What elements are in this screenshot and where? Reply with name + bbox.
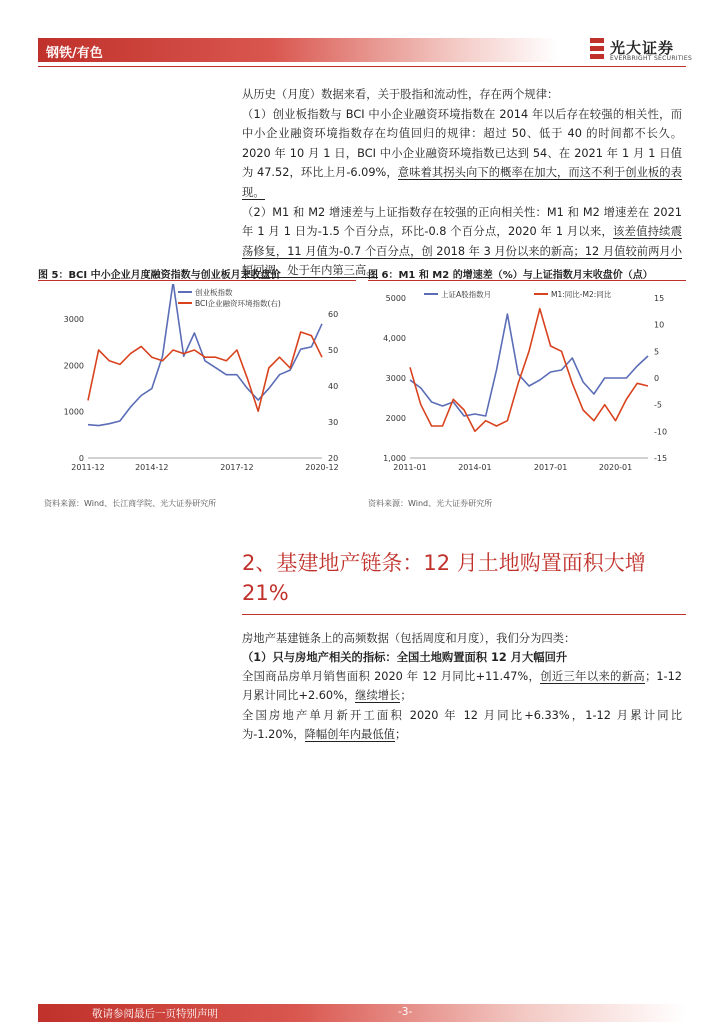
x-tick-label: 2011-12 [71, 463, 105, 472]
construction-text-end: ； [394, 728, 407, 742]
x-tick-label: 2020-12 [305, 463, 339, 472]
construction-text: 全国房地产单月新开工面积 2020 年 12 月同比+6.33%，1-12 月累计同比为-1.20%， [242, 709, 682, 742]
figure-5-title: 图 5：BCI 中小企业月度融资指数与创业板月末收盘价 [38, 270, 281, 281]
figure-6-title: 图 6：M1 和 M2 的增速差（%）与上证指数月末收盘价（点） [368, 270, 653, 281]
y-left-tick-label: 4,000 [383, 334, 406, 343]
y-right-tick-label: 50 [328, 346, 339, 355]
logo-icon [590, 38, 604, 60]
paragraph-sales [242, 667, 682, 706]
construction-highlight: 降幅创年内最低值 [304, 728, 395, 742]
y-right-tick-label: 30 [328, 418, 339, 427]
legend-label-1: 创业板指数 [195, 288, 233, 297]
rule-1-highlight: 意味着其拐头向下的概率在加大，而这不利于创业板的表现。 [242, 166, 682, 199]
y-left-tick-label: 5000 [385, 294, 406, 303]
sales-highlight-2: 继续增长 [355, 689, 401, 703]
y-right-tick-label: 20 [328, 454, 339, 463]
sales-text-mid: ；1-12 月累计同比+2.60%， [242, 670, 682, 703]
x-tick-label: 2017-01 [533, 463, 568, 472]
figure-6-source: 资料来源：Wind、光大证券研究所 [368, 499, 493, 508]
paragraph-subheading: （1）只与房地产相关的指标：全国土地购置面积 12 月大幅回升 [242, 651, 568, 664]
y-left-tick-label: 2000 [385, 414, 406, 423]
x-tick-label: 2011-01 [393, 463, 427, 472]
figure-5-divider [38, 280, 356, 281]
sales-highlight-1: 创近三年以来的新高 [540, 670, 646, 683]
x-tick-label: 2017-12 [220, 463, 254, 472]
legend-label-2: BCI企业融资环境指数(右) [195, 299, 281, 308]
x-tick-label: 2020-01 [598, 463, 633, 472]
section-title: 2、基建地产链条：12 月土地购置面积大增 21% [242, 551, 646, 605]
y-left-tick-label: 2000 [63, 361, 84, 371]
y-left-tick-label: 1000 [63, 407, 84, 417]
y-left-tick-label: 0 [78, 454, 84, 463]
series-line-2 [410, 309, 648, 432]
figure-5-source: 资料来源：Wind、长江商学院、光大证券研究所 [44, 499, 217, 508]
paragraph-new-construction [242, 706, 682, 745]
sector-label: 钢铁/有色 [46, 46, 103, 61]
paragraph-categories: 房地产基建链条上的高频数据（包括周度和月度），我们分为四类： [242, 632, 576, 645]
y-right-tick-label: 0 [654, 374, 660, 383]
section-divider [242, 614, 686, 615]
header-divider [38, 66, 686, 67]
paragraph-rule-1 [242, 105, 682, 202]
y-right-tick-label: 60 [328, 310, 339, 319]
y-right-tick-label: -5 [654, 400, 662, 410]
legend-label-2: M1:同比-M2:同比 [551, 290, 612, 299]
figure-6-chart [368, 284, 686, 484]
logo-subtext: EVERBRIGHT SECURITIES [610, 55, 693, 62]
y-left-tick-label: 3000 [63, 315, 84, 325]
series-line-1 [410, 314, 648, 416]
x-tick-label: 2014-12 [135, 463, 169, 472]
footer-disclaimer: 敬请参阅最后一页特别声明 [92, 1008, 218, 1020]
y-right-tick-label: 15 [654, 294, 665, 303]
sales-text: 全国商品房单月销售面积 2020 年 12 月同比+11.47%， [242, 670, 541, 683]
y-right-tick-label: -15 [654, 454, 668, 463]
legend-label-1: 上证A股指数月 [441, 290, 492, 299]
y-right-tick-label: 40 [328, 382, 339, 391]
page-number: -3- [398, 1006, 413, 1018]
y-left-tick-label: 3000 [385, 374, 406, 383]
company-logo [590, 36, 700, 66]
sales-text-end: ； [400, 689, 412, 703]
header-bar [38, 38, 558, 62]
rule-2-text: （2）M1 和 M2 增速差与上证指数存在较强的正向相关性：M1 和 M2 增速差在 2021 年 1 月 1 日为-1.5 个百分点，环比-0.8 个百分点，2020 年 1 月以来， [242, 206, 682, 239]
figure-5-chart [38, 284, 356, 484]
y-left-tick-label: 1,000 [383, 454, 406, 463]
y-right-tick-label: -10 [654, 427, 668, 437]
x-tick-label: 2014-01 [458, 463, 492, 472]
paragraph-intro: 从历史（月度）数据来看，关于股指和流动性，存在两个规律： [242, 88, 559, 101]
rule-1-text: （1）创业板指数与 BCI 中小企业融资环境指数在 2014 年以后存在较强的相关性，而中小企业融资环境指数存在均值回归的规律：超过 50、低于 40 的时间都不长久。2020 年 10 月 1 日，BCI 中小企业融资环境指数已达到 54、在 2021 年 1 月 1 日值为 47.52，环比上月-6.09%， [242, 108, 682, 180]
rule-2-highlight: 该差值持续震荡修复，11 月值为-0.7 个百分点，创 2018 年 3 月份以来的新高；12 月值较前两月小幅回调，处于年内第三高。 [242, 225, 682, 278]
y-right-tick-label: 10 [654, 320, 665, 330]
y-right-tick-label: 5 [654, 347, 660, 357]
logo-text: 光大证券 [610, 39, 675, 57]
figure-6-divider [368, 280, 686, 281]
